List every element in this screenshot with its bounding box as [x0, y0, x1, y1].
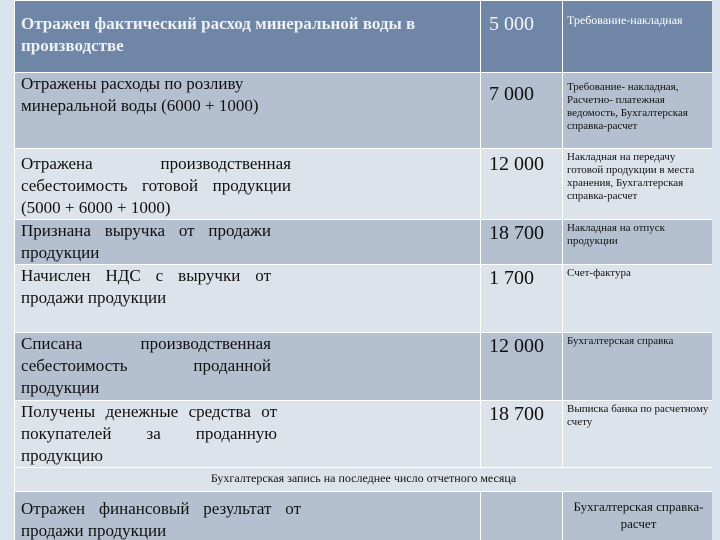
- entry-document: Счет-фактура: [563, 265, 713, 333]
- entry-description: Начислен НДС с выручки от продажи продукции: [21, 266, 271, 307]
- entry-amount: 1 700: [481, 265, 563, 333]
- entry-description: Получены денежные средства от покупателей за проданную продукцию: [21, 402, 277, 465]
- entry-document: Требование-накладная: [563, 1, 713, 73]
- entry-description: Отражен фактический расход минеральной воды в производстве: [15, 1, 481, 73]
- table-row: [15, 149, 713, 220]
- accounting-entries-table: [14, 0, 712, 540]
- entry-amount: 12 000: [481, 333, 563, 401]
- entry-document: Бухгалтерская справка: [563, 333, 713, 401]
- entry-amount: 7 000: [481, 73, 563, 149]
- entry-description: Отражен финансовый результат от продажи продукции: [21, 499, 301, 540]
- entry-document: Бухгалтерская справка-расчет: [563, 492, 713, 540]
- table-row: [15, 333, 713, 401]
- entry-amount: 12 000: [481, 149, 563, 220]
- document-frame: [14, 0, 712, 540]
- entry-description: Отражены расходы по розливу минеральной воды (6000 + 1000): [21, 74, 259, 115]
- entry-description: Отражена производственная себестоимость готовой продукции (5000 + 6000 + 1000): [21, 154, 291, 217]
- entry-amount: 18 700: [481, 220, 563, 265]
- entry-document: Накладная на передачу готовой продукции в места хранения, Бухгалтерская справка-расчет: [563, 149, 713, 220]
- table-row: [15, 220, 713, 265]
- note-text: Бухгалтерская запись на последнее число отчетного месяца: [15, 468, 713, 492]
- entry-document: Требование- накладная, Расчетно- платежная ведомость, Бухгалтерская справка-расчет: [563, 73, 713, 149]
- table-row: [15, 73, 713, 149]
- entry-amount: [481, 492, 563, 540]
- table-row: [15, 401, 713, 468]
- table-row: [15, 1, 713, 73]
- entry-amount: 18 700: [481, 401, 563, 468]
- entry-amount: 5 000: [481, 1, 563, 73]
- entry-description: Списана производственная себестоимость проданной продукции: [21, 334, 271, 397]
- table-row: [15, 265, 713, 333]
- entry-document: Накладная на отпуск продукции: [563, 220, 713, 265]
- table-row: [15, 492, 713, 540]
- entry-document: Выписка банка по расчетному счету: [563, 401, 713, 468]
- note-row: [15, 468, 713, 492]
- entry-description: Признана выручка от продажи продукции: [21, 221, 271, 262]
